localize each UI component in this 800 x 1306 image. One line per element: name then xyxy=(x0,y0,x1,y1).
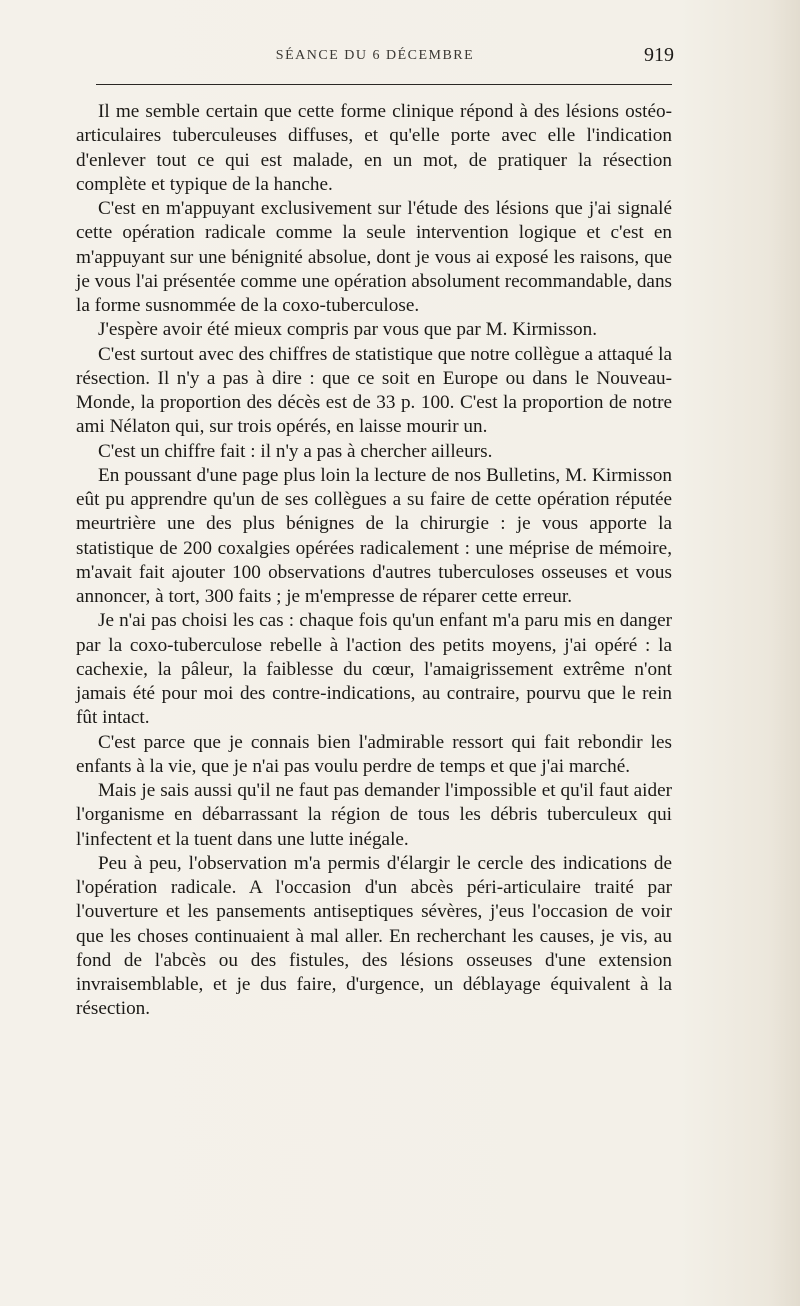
paragraph: C'est en m'appuyant exclusivement sur l'étude des lésions que j'ai signalé cette opération radicale comme la seule intervention logique et c'est en m'appuyant sur une bénignité absolue, dont je vous ai exposé les raisons, que je vous l'ai présentée comme une opération absolument recommandable, dans la forme susnommée de la coxo-tuberculose. xyxy=(76,198,672,316)
paragraph: C'est un chiffre fait : il n'y a pas à chercher ailleurs. xyxy=(98,440,493,462)
paragraph: C'est parce que je connais bien l'admirable ressort qui fait rebondir les enfants à la vie, que je n'ai pas voulu perdre de temps et que j'ai marché. xyxy=(76,731,672,777)
paragraph: J'espère avoir été mieux compris par vous que par M. Kirmisson. xyxy=(98,319,598,341)
page-number: 919 xyxy=(644,44,674,66)
paragraph: Peu à peu, l'observation m'a permis d'élargir le cercle des indications de l'opération radicale. A l'occasion d'un abcès péri-articulaire traité par l'ouverture et les pansements antiseptiques sévères, j'eus l'occasion de voir que les choses continuaient à mal aller. En recherchant les causes, je vis, au fond de l'abcès ou des fistules, des lésions osseuses d'une extension invraisemblable, et je dus faire, d'urgence, un déblayage équivalent à la résection. xyxy=(76,852,672,1020)
paragraph: En poussant d'une page plus loin la lecture de nos Bulletins, M. Kirmisson eût pu apprendre qu'un de ses collègues a su faire de cette opération réputée meurtrière une des plus bénignes de la chirurgie : je vous apporte la statistique de 200 coxalgies opérées radicalement : une méprise de mémoire, m'avait fait ajouter 100 observations d'autres tuberculoses osseuses et vous annoncer, à tort, 300 faits ; je m'empresse de réparer cette erreur. xyxy=(76,464,672,607)
body-text xyxy=(76,100,672,1022)
paragraph: Je n'ai pas choisi les cas : chaque fois qu'un enfant m'a paru mis en danger par la coxo-tuberculose rebelle à l'action des petits moyens, j'ai opéré : la cachexie, la pâleur, la faiblesse du cœur, l'amaigrissement extrême n'ont jamais été pour moi des contre-indications, au contraire, pourvu que le rein fût intact. xyxy=(76,610,672,729)
paragraph: Mais je sais aussi qu'il ne faut pas demander l'impossible et qu'il faut aider l'organisme en débarrassant la région de tous les débris tuberculeux qui l'infectent et la tuent dans une lutte inégale. xyxy=(76,780,672,850)
paragraph: Il me semble certain que cette forme clinique répond à des lésions ostéo-articulaires tuberculeuses diffuses, et qu'elle porte avec elle l'indication d'enlever tout ce qui est malade, en un mot, de pratiquer la résection complète et typique de la hanche. xyxy=(76,101,672,195)
paragraph: C'est surtout avec des chiffres de statistique que notre collègue a attaqué la résection. Il n'y a pas à dire : que ce soit en Europe ou dans le Nouveau-Monde, la proportion des décès est de 33 p. 100. C'est la proportion de notre ami Nélaton qui, sur trois opérés, en laisse mourir un. xyxy=(76,343,672,438)
running-head: SÉANCE DU 6 DÉCEMBRE xyxy=(275,48,475,63)
header-rule xyxy=(96,84,672,85)
page-header xyxy=(76,46,674,74)
